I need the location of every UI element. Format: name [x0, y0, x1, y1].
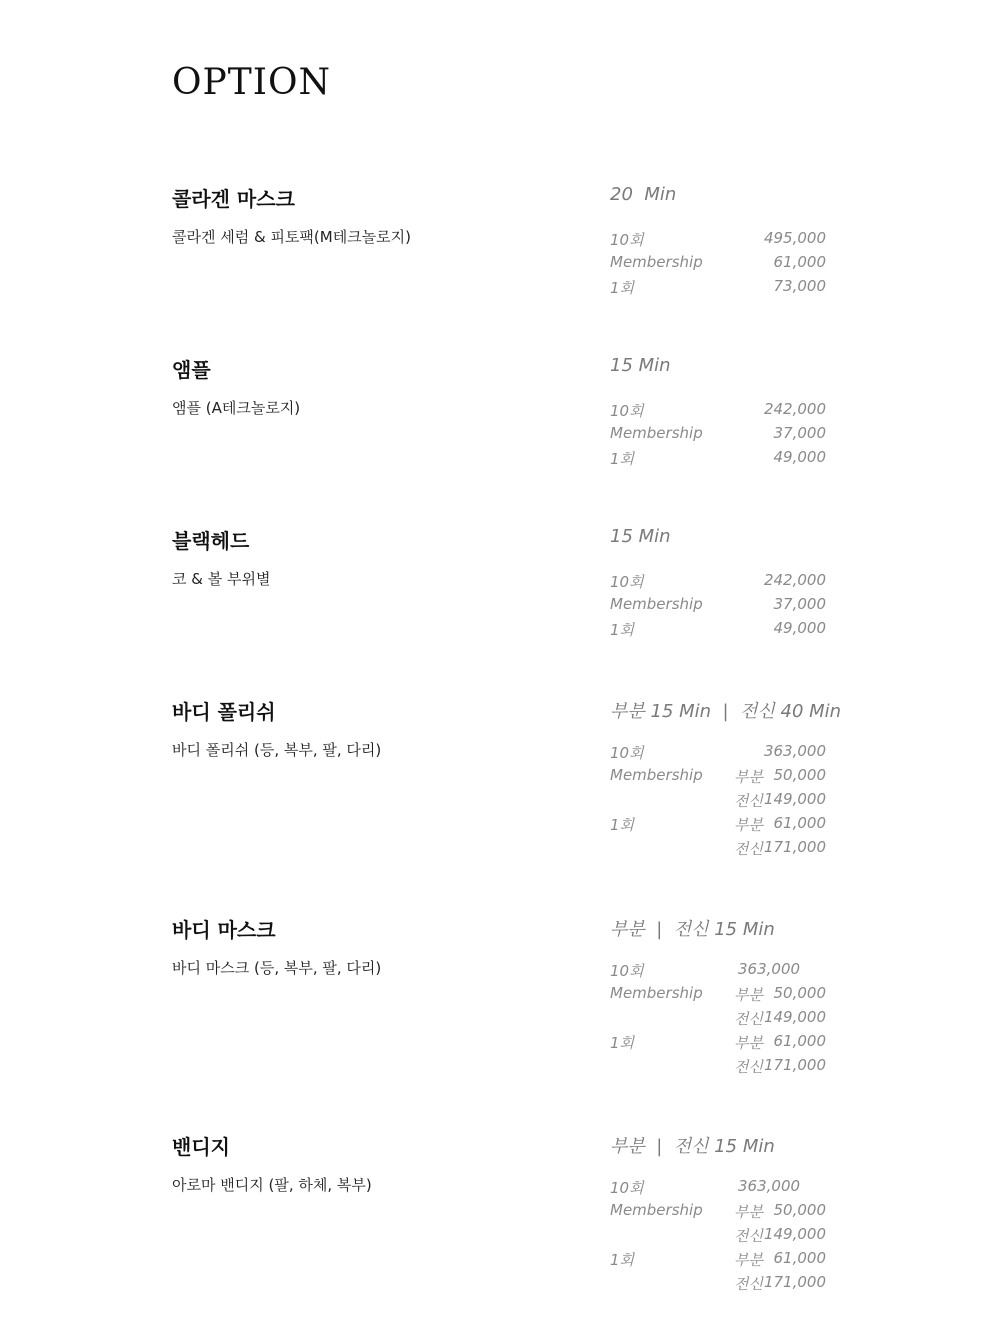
price-sublabel: 부분: [734, 1034, 763, 1052]
price-value: 363,000: [763, 742, 826, 760]
price-row: [610, 277, 826, 299]
price-value: 363,000: [738, 960, 801, 978]
page-title: OPTION: [172, 62, 331, 103]
price-sublabel: 전신: [734, 1058, 763, 1076]
price-label: 10회: [610, 962, 644, 980]
option-duration: 15 Min: [610, 355, 671, 376]
option-name: 앰플: [172, 358, 211, 382]
price-sublabel: 전신: [734, 792, 763, 810]
option-name: 블랙헤드: [172, 529, 250, 553]
price-value: 61,000: [773, 1249, 826, 1267]
option-description: 앰플 (A테크놀로지): [172, 399, 301, 417]
price-label: 1회: [610, 1034, 635, 1052]
price-value: 50,000: [773, 1201, 826, 1219]
price-label: 1회: [610, 1251, 635, 1269]
price-label: 1회: [610, 621, 635, 639]
price-value: 149,000: [763, 790, 826, 808]
price-row: [610, 742, 826, 764]
price-row: [610, 814, 826, 836]
price-sublabel: 부분: [734, 1203, 763, 1221]
price-sublabel: 전신: [734, 1227, 763, 1245]
price-row: [610, 1273, 826, 1295]
price-value: 61,000: [773, 253, 826, 271]
price-value: 37,000: [773, 595, 826, 613]
price-sublabel: 전신: [734, 1010, 763, 1028]
price-row: [610, 960, 826, 982]
price-row: [610, 1177, 826, 1199]
price-sublabel: 전신: [734, 1275, 763, 1293]
price-label: Membership: [610, 1201, 703, 1219]
price-row: [610, 1032, 826, 1054]
price-value: 49,000: [773, 448, 826, 466]
price-value: 37,000: [773, 424, 826, 442]
price-row: [610, 400, 826, 422]
option-name: 바디 마스크: [172, 918, 276, 942]
price-row: [610, 424, 826, 446]
price-value: 49,000: [773, 619, 826, 637]
price-value: 242,000: [763, 571, 826, 589]
option-description: 아로마 밴디지 (팔, 하체, 복부): [172, 1176, 372, 1194]
price-row: [610, 1008, 826, 1030]
price-row: [610, 1056, 826, 1078]
option-duration: 20 Min: [610, 184, 677, 205]
price-value: 171,000: [763, 1056, 826, 1074]
price-row: [610, 619, 826, 641]
option-description: 콜라겐 세럼 & 피토팩(M테크놀로지): [172, 228, 412, 246]
price-row: [610, 838, 826, 860]
price-label: 1회: [610, 450, 635, 468]
price-label: Membership: [610, 253, 703, 271]
price-row: [610, 571, 826, 593]
price-label: 10회: [610, 744, 644, 762]
price-row: [610, 766, 826, 788]
option-name: 바디 폴리쉬: [172, 700, 276, 724]
price-row: [610, 984, 826, 1006]
price-value: 363,000: [738, 1177, 801, 1195]
price-label: Membership: [610, 984, 703, 1002]
price-label: Membership: [610, 424, 703, 442]
price-label: 10회: [610, 573, 644, 591]
price-row: [610, 595, 826, 617]
price-sublabel: 부분: [734, 816, 763, 834]
option-description: 바디 마스크 (등, 복부, 팔, 다리): [172, 959, 382, 977]
option-description: 코 & 볼 부위별: [172, 570, 271, 588]
price-value: 73,000: [773, 277, 826, 295]
price-sublabel: 부분: [734, 768, 763, 786]
price-value: 242,000: [763, 400, 826, 418]
price-value: 171,000: [763, 1273, 826, 1291]
price-value: 495,000: [763, 229, 826, 247]
price-value: 171,000: [763, 838, 826, 856]
option-name: 콜라겐 마스크: [172, 187, 295, 211]
price-sublabel: 전신: [734, 840, 763, 858]
price-label: Membership: [610, 766, 703, 784]
price-label: 10회: [610, 402, 644, 420]
option-name: 밴디지: [172, 1135, 230, 1159]
price-label: 10회: [610, 231, 644, 249]
price-row: [610, 229, 826, 251]
price-row: [610, 1249, 826, 1271]
price-value: 149,000: [763, 1225, 826, 1243]
price-label: 1회: [610, 279, 635, 297]
price-value: 149,000: [763, 1008, 826, 1026]
price-row: [610, 790, 826, 812]
price-sublabel: 부분: [734, 986, 763, 1004]
price-value: 50,000: [773, 984, 826, 1002]
option-duration: 15 Min: [610, 526, 671, 547]
price-sublabel: 부분: [734, 1251, 763, 1269]
price-row: [610, 1201, 826, 1223]
price-value: 61,000: [773, 814, 826, 832]
price-value: 50,000: [773, 766, 826, 784]
price-row: [610, 1225, 826, 1247]
option-duration: 부분 15 Min | 전신 40 Min: [610, 701, 842, 722]
price-value: 61,000: [773, 1032, 826, 1050]
price-row: [610, 448, 826, 470]
option-duration: 부분 | 전신 15 Min: [610, 1136, 775, 1157]
price-label: 1회: [610, 816, 635, 834]
price-row: [610, 253, 826, 275]
option-duration: 부분 | 전신 15 Min: [610, 919, 775, 940]
price-label: Membership: [610, 595, 703, 613]
price-label: 10회: [610, 1179, 644, 1197]
option-description: 바디 폴리쉬 (등, 복부, 팔, 다리): [172, 741, 382, 759]
